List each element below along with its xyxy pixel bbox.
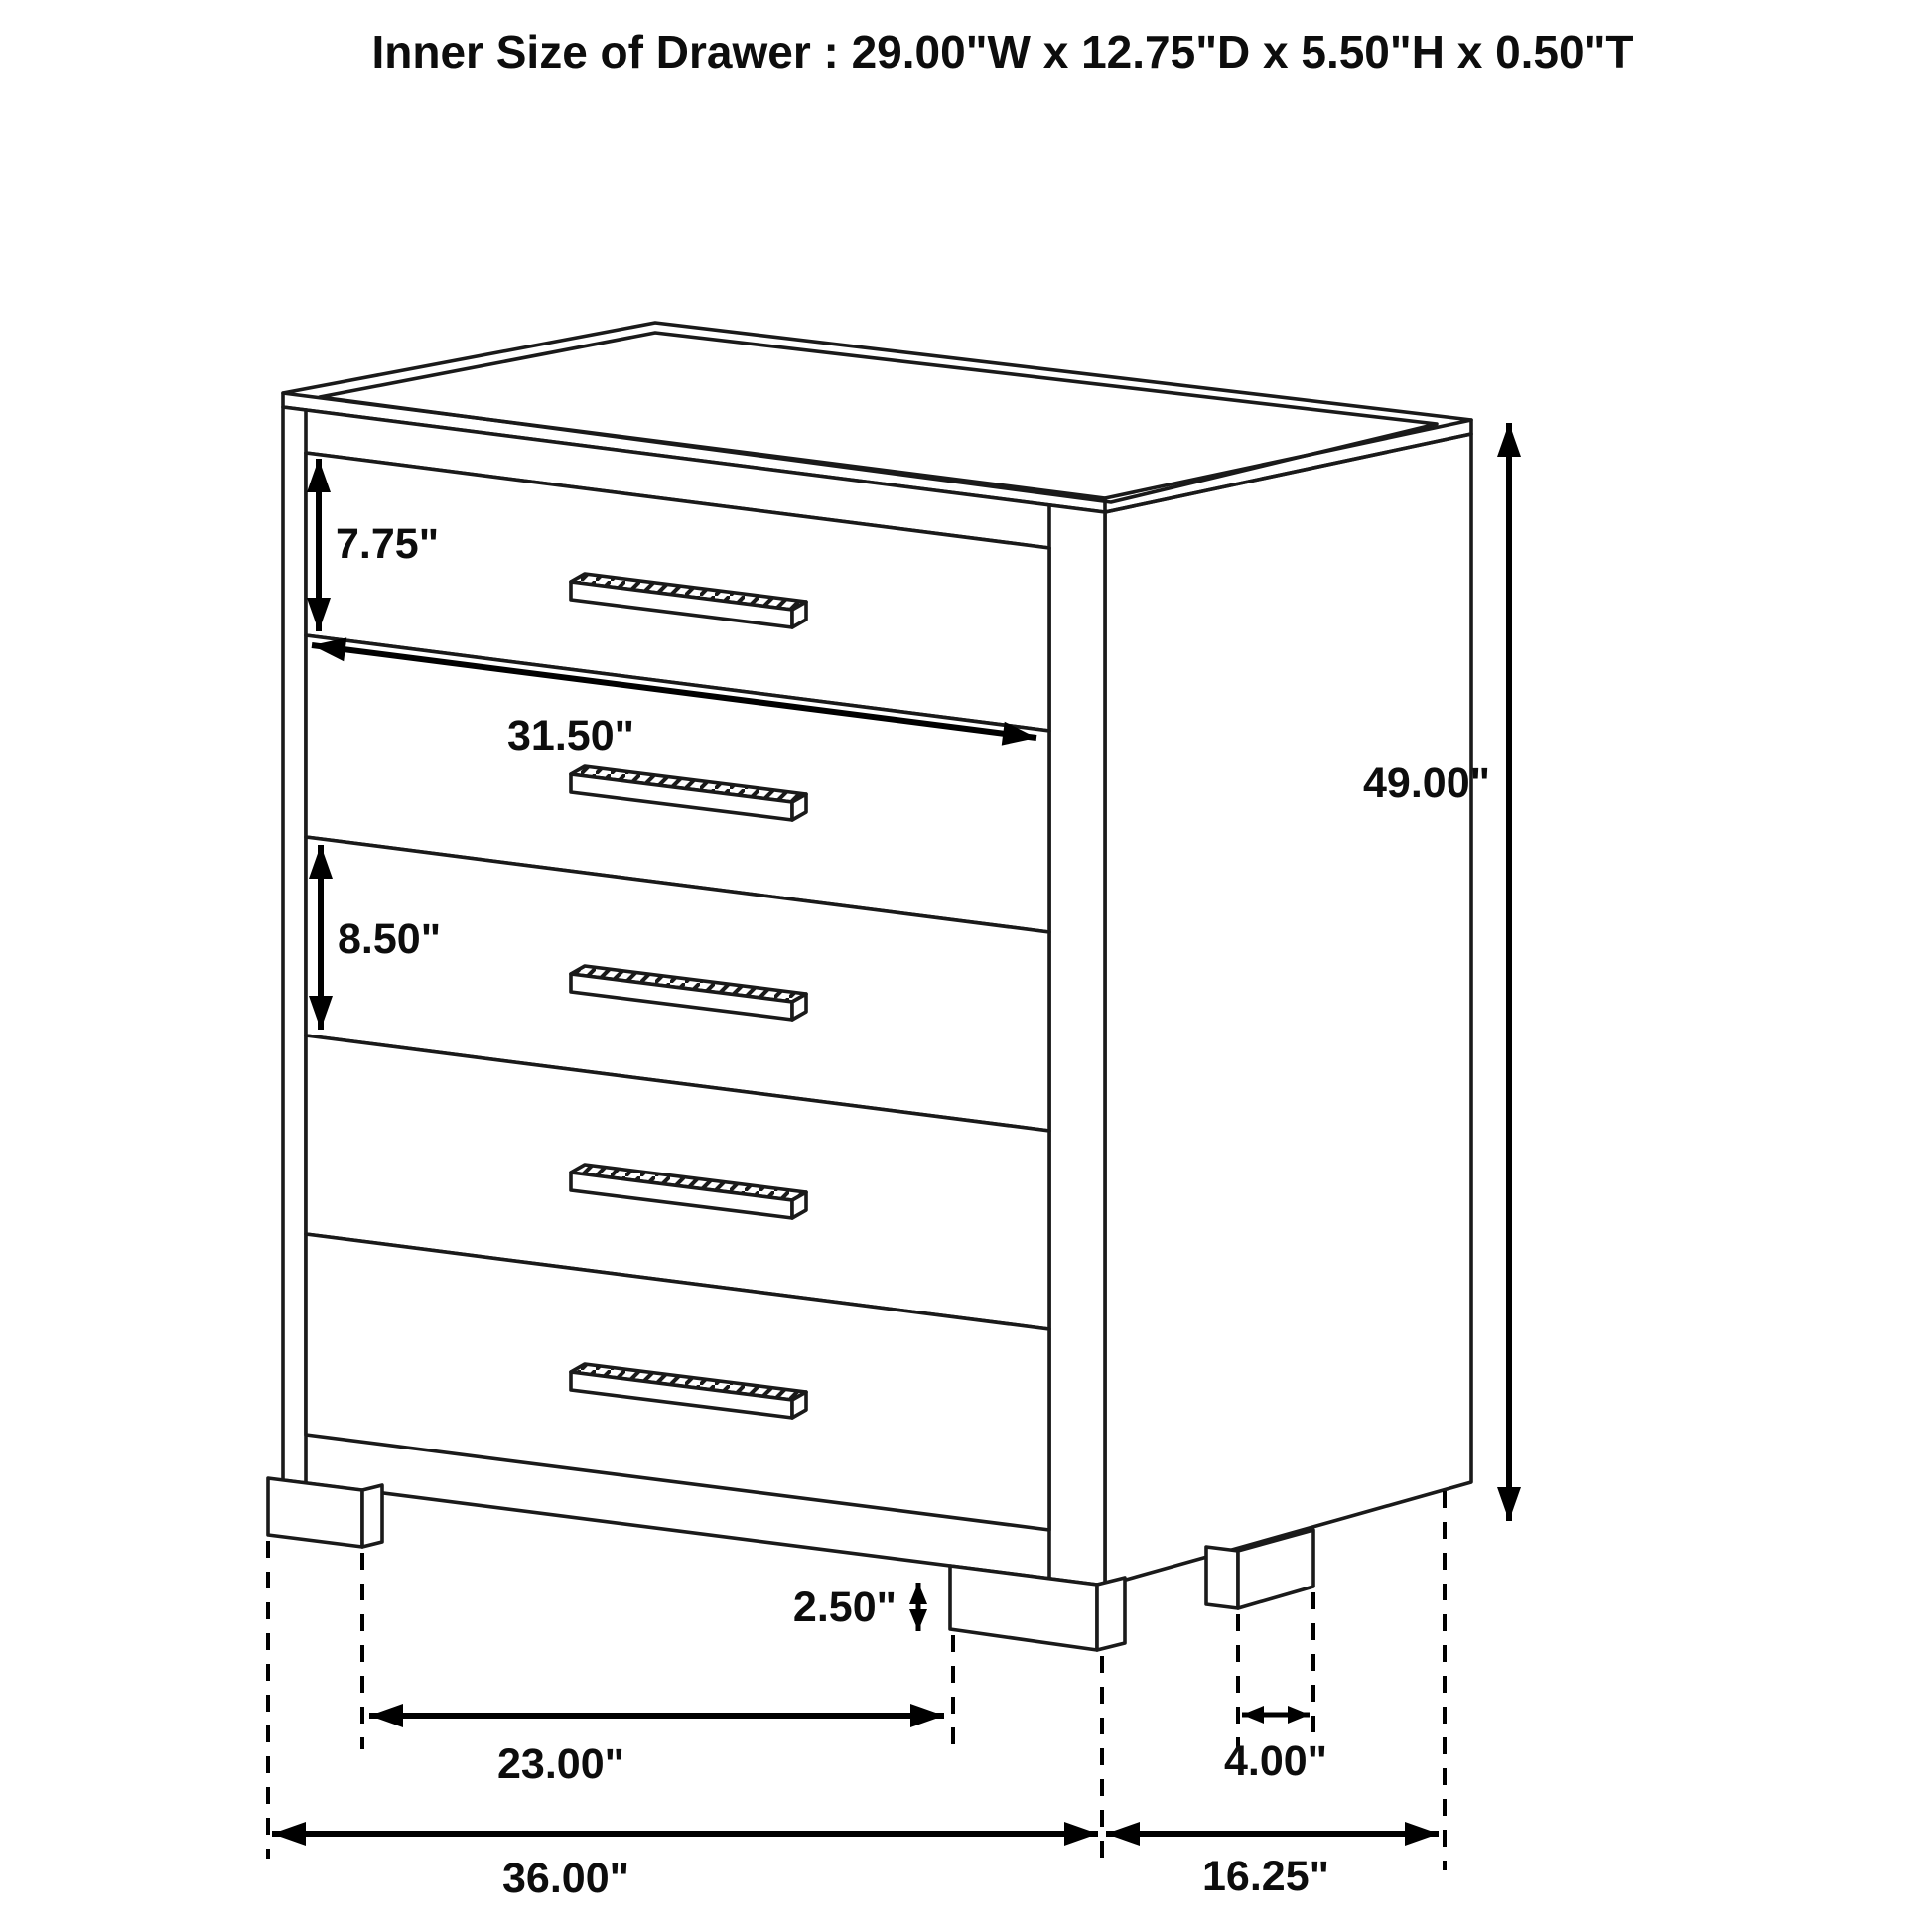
dim-label-leg-clear-span: 23.00": [497, 1740, 624, 1788]
dim-label-overall-height: 49.00": [1363, 759, 1490, 807]
dimension-leg-height: [793, 1583, 918, 1631]
dimension-leg-clear-span: [369, 1716, 944, 1788]
chest-side-panel: [1105, 434, 1471, 1586]
dimension-overall-width: [272, 1834, 1098, 1902]
dim-label-top-drawer-height: 7.75": [336, 520, 440, 568]
dim-label-leg-depth: 4.00": [1223, 1737, 1328, 1785]
chest-drawing: [268, 323, 1471, 1650]
leg-front-left: [268, 1478, 382, 1547]
dimension-overall-depth: [1106, 1834, 1439, 1900]
page-title: Inner Size of Drawer : 29.00"W x 12.75"D x 5.50"H x 0.50"T: [371, 26, 1634, 77]
dim-label-drawer-width: 31.50": [507, 712, 634, 759]
dim-label-lower-drawer-height: 8.50": [338, 915, 442, 963]
dim-label-leg-height: 2.50": [792, 1584, 897, 1631]
dim-label-overall-width: 36.00": [502, 1855, 629, 1902]
dim-label-overall-depth: 16.25": [1202, 1853, 1329, 1900]
